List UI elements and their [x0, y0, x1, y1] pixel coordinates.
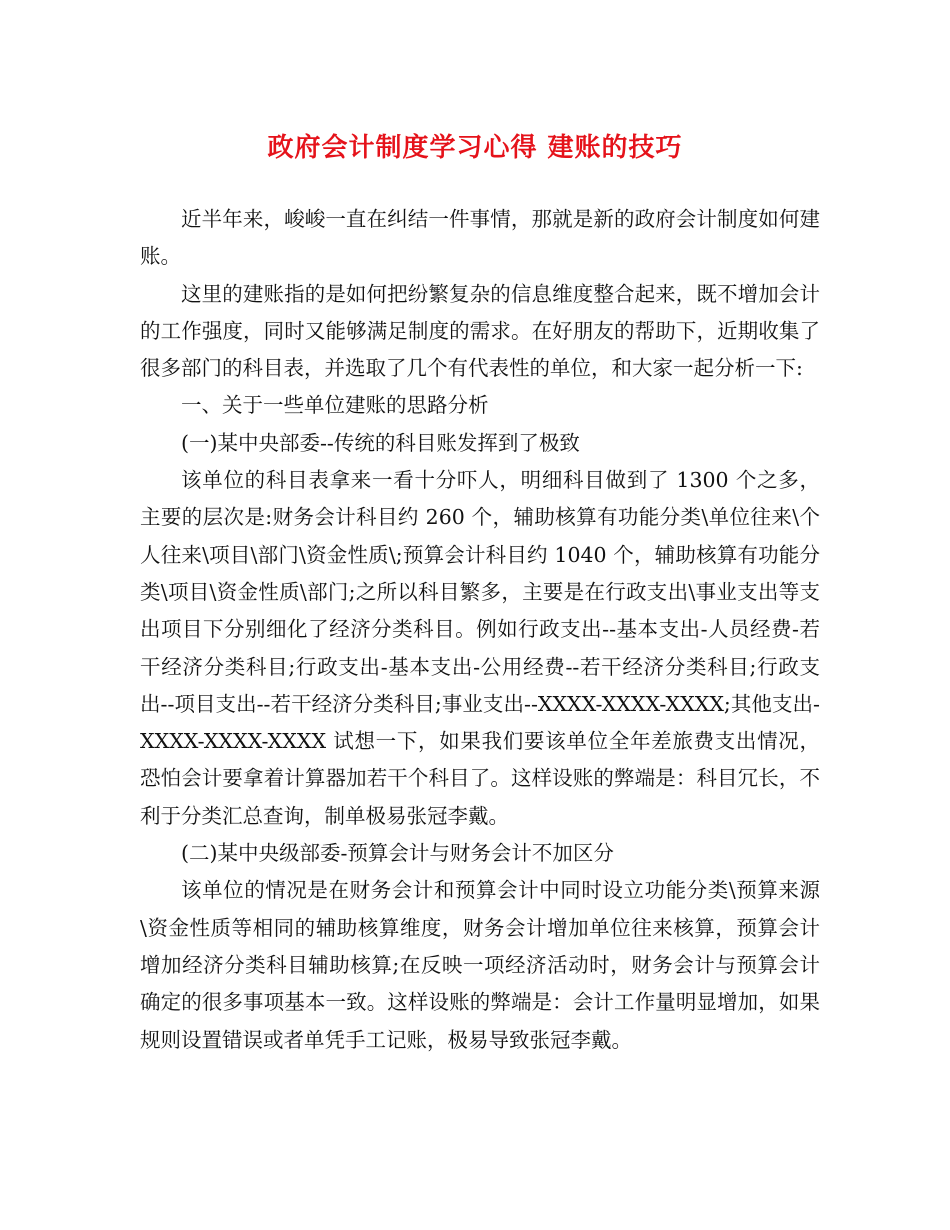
document-body [140, 201, 820, 1059]
section-heading: 一、关于一些单位建账的思路分析 [181, 393, 489, 418]
paragraph: 该单位的情况是在财务会计和预算会计中同时设立功能分类\预算来源\资金性质等相同的辅助核算维度，财务会计增加单位往来核算，预算会计增加经济分类科目辅助核算;在反映一项经济活动时，财务会计与预算会计确定的很多事项基本一致。这样设账的弊端是：会计工作量明显增加，如果规则设置错误或者单凭手工记账，极易导致张冠李戴。 [140, 878, 820, 1052]
paragraph: 近半年来，峻峻一直在纠结一件事情，那就是新的政府会计制度如何建账。 [140, 207, 820, 269]
subsection-heading: (二)某中央级部委-预算会计与财务会计不加区分 [181, 841, 614, 866]
subsection-heading: (一)某中央部委--传统的科目账发挥到了极致 [181, 430, 580, 455]
paragraph: 这里的建账指的是如何把纷繁复杂的信息维度整合起来，既不增加会计的工作强度，同时又能够满足制度的需求。在好朋友的帮助下，近期收集了很多部门的科目表，并选取了几个有代表性的单位，和大家一起分析一下: [140, 281, 820, 381]
document-title: 政府会计制度学习心得 建账的技巧 [267, 133, 683, 163]
paragraph: 该单位的科目表拿来一看十分吓人，明细科目做到了 1300 个之多，主要的层次是:财务会计科目约 260 个，辅助核算有功能分类\单位往来\个人往来\项目\部门\资金性质\;预算会计科目约 1040 个，辅助核算有功能分类\项目\资金性质\部门;之所以科目繁多，主要是在行政支出\事业支出等支出项目下分别细化了经济分类科目。例如行政支出--基本支出-人员经费-若干经济分类科目;行政支出-基本支出-公用经费--若干经济分类科目;行政支出--项目支出--若干经济分类科目;事业支出--XXXX-XXXX-XXXX;其他支出-XXXX-XXXX-XXXX 试想一下，如果我们要该单位全年差旅费支出情况，恐怕会计要拿着计算器加若干个科目了。这样设账的弊端是：科目冗长，不利于分类汇总查询，制单极易张冠李戴。 [140, 468, 820, 828]
